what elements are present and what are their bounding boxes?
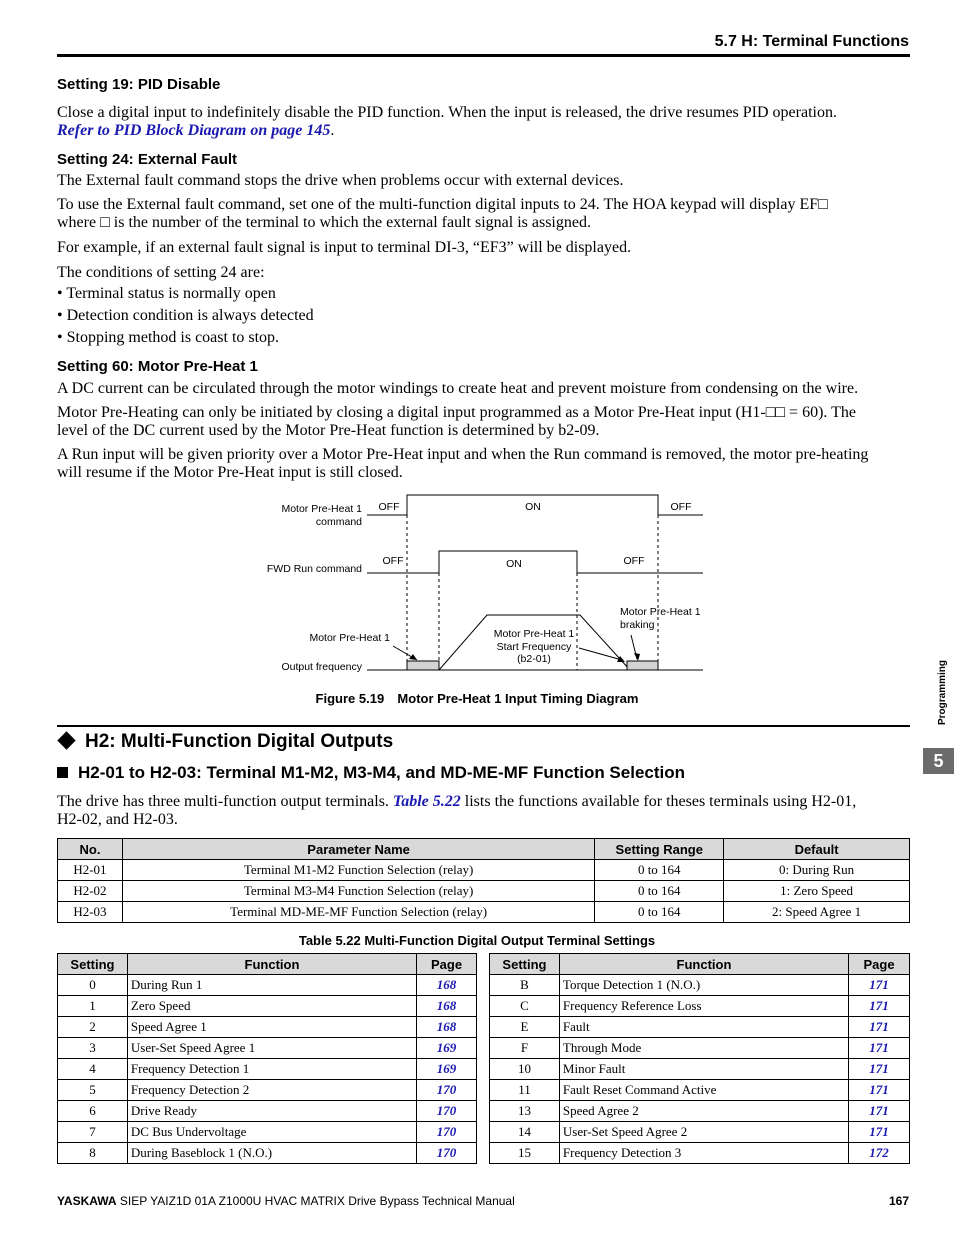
table-cell: H2-03 — [58, 902, 123, 923]
box-icon: □ — [818, 196, 828, 213]
bullet-item: • Terminal status is normally open — [57, 285, 276, 302]
p3-text-a: A Run input will be given priority over a Motor Pre-Heat input and when the Run command is removed, the motor pre-heating — [57, 446, 869, 463]
page-link[interactable]: 170 — [417, 1101, 477, 1122]
column-header: Parameter Name — [122, 839, 594, 860]
table-row — [490, 975, 910, 996]
page-link[interactable]: 172 — [849, 1143, 910, 1164]
state-off-1: OFF — [378, 501, 400, 513]
table-header-row — [58, 954, 477, 975]
section-19-body — [57, 104, 917, 140]
column-header: No. — [58, 839, 123, 860]
function-cell: Torque Detection 1 (N.O.) — [559, 975, 848, 996]
section-19-text: Close a digital input to indefinitely disable the PID function. When the input is released, the drive resumes PID operation. — [57, 104, 837, 121]
table-row — [490, 1038, 910, 1059]
box-icon: □ — [100, 214, 110, 231]
function-cell: Drive Ready — [127, 1101, 416, 1122]
table-cell: Terminal MD-ME-MF Function Selection (relay) — [122, 902, 594, 923]
box-icon: □□ — [765, 404, 786, 421]
table-row — [58, 1122, 477, 1143]
table-row — [58, 1038, 477, 1059]
setting-cell: B — [490, 975, 560, 996]
p2-text-c: level of the DC current used by the Motor Pre-Heat function is determined by b2-09. — [57, 422, 600, 439]
page-link[interactable]: 169 — [417, 1059, 477, 1080]
start-frequency-label-1: Motor Pre-Heat 1 — [493, 628, 575, 640]
setting-cell: 13 — [490, 1101, 560, 1122]
page-link[interactable]: 171 — [849, 996, 910, 1017]
setting-cell: 14 — [490, 1122, 560, 1143]
table-row — [58, 902, 910, 923]
table-row — [58, 860, 910, 881]
table-cell: 0 to 164 — [595, 860, 724, 881]
section-60-p1: A DC current can be circulated through the motor windings to create heat and prevent moisture from condensing on the wire. — [57, 380, 859, 397]
table-cell: 0 to 164 — [595, 902, 724, 923]
figure-caption — [0, 691, 954, 706]
footer-text — [57, 1194, 515, 1208]
footer-brand: YASKAWA — [57, 1194, 117, 1208]
column-header: Setting Range — [595, 839, 724, 860]
page-number: 167 — [888, 1194, 909, 1208]
label-preheat-command: Motor Pre-Heat 1 — [281, 503, 362, 515]
bullet-item: • Stopping method is coast to stop. — [57, 329, 280, 346]
braking-block — [627, 661, 658, 670]
table-row — [490, 1101, 910, 1122]
table-row — [58, 881, 910, 902]
column-header: Function — [127, 954, 416, 975]
setting-cell: F — [490, 1038, 560, 1059]
table-caption: Table 5.22 Multi-Function Digital Output Terminal Settings — [298, 933, 656, 948]
table-row — [58, 975, 477, 996]
bullet-item: • Detection condition is always detected — [57, 307, 314, 324]
setting-cell: C — [490, 996, 560, 1017]
function-cell: Frequency Reference Loss — [559, 996, 848, 1017]
page-link[interactable]: 171 — [849, 1017, 910, 1038]
setting-cell: 2 — [58, 1017, 128, 1038]
function-cell: Fault — [559, 1017, 848, 1038]
page-link[interactable]: 171 — [849, 1101, 910, 1122]
table-row — [58, 1080, 477, 1101]
state-on-2: ON — [506, 558, 522, 570]
page-link[interactable]: 168 — [417, 975, 477, 996]
intro-text-c: H2-02, and H2-03. — [57, 811, 178, 828]
start-frequency-label-2: Start Frequency — [496, 641, 572, 653]
p2-text-a: Motor Pre-Heating can only be initiated by closing a digital input programmed as a Motor Pre-Heat input (H1- — [57, 404, 766, 421]
h2-heading — [57, 731, 393, 753]
h3-heading-text: H2-01 to H2-03: Terminal M1-M2, M3-M4, and MD-ME-MF Function Selection — [78, 763, 686, 782]
table-cell: 2: Speed Agree 1 — [724, 902, 910, 923]
table-row — [58, 1059, 477, 1080]
function-cell: During Baseblock 1 (N.O.) — [127, 1143, 416, 1164]
page-link[interactable]: 168 — [417, 996, 477, 1017]
bullet-text: Terminal status is normally open — [66, 285, 276, 302]
page-link[interactable]: 170 — [417, 1080, 477, 1101]
function-cell: Zero Speed — [127, 996, 416, 1017]
state-off-4: OFF — [623, 555, 645, 567]
start-frequency-label-3: (b2-01) — [517, 653, 551, 665]
chapter-tab[interactable]: 5 — [923, 748, 954, 774]
setting-cell: 11 — [490, 1080, 560, 1101]
section-60-title: Setting 60: Motor Pre-Heat 1 — [57, 358, 258, 375]
state-off-3: OFF — [382, 555, 404, 567]
side-tab-label: Programming — [937, 660, 948, 726]
section-24-title: Setting 24: External Fault — [57, 151, 238, 168]
page-link[interactable]: 168 — [417, 1017, 477, 1038]
diamond-icon — [57, 732, 75, 750]
p2-text-a: To use the External fault command, set one of the multi-function digital inputs to 24. The HOA keypad will display EF — [57, 196, 819, 213]
table-header-row — [490, 954, 910, 975]
column-header: Page — [849, 954, 910, 975]
table-row — [58, 996, 477, 1017]
page-link[interactable]: 171 — [849, 1080, 910, 1101]
function-cell: Through Mode — [559, 1038, 848, 1059]
preheat-block — [407, 661, 439, 670]
function-cell: User-Set Speed Agree 2 — [559, 1122, 848, 1143]
braking-label-1: Motor Pre-Heat 1 — [620, 606, 701, 618]
table-cell: Terminal M3-M4 Function Selection (relay) — [122, 881, 594, 902]
footer-manual-title: SIEP YAIZ1D 01A Z1000U HVAC MATRIX Drive Bypass Technical Manual — [119, 1194, 515, 1208]
table-cell: H2-02 — [58, 881, 123, 902]
setting-cell: 0 — [58, 975, 128, 996]
setting-cell: 15 — [490, 1143, 560, 1164]
function-cell: Speed Agree 1 — [127, 1017, 416, 1038]
p2-text-b: = 60). The — [789, 404, 856, 421]
label-output-frequency: Output frequency — [281, 661, 362, 673]
function-cell: During Run 1 — [127, 975, 416, 996]
function-cell: Frequency Detection 3 — [559, 1143, 848, 1164]
section-24-p3: For example, if an external fault signal is input to terminal DI-3, “EF3” will be displayed. — [57, 239, 632, 256]
header-rule — [57, 54, 910, 57]
table-link[interactable]: Table 5.22 — [392, 793, 461, 810]
table-row — [490, 1122, 910, 1143]
table-header-row — [58, 839, 910, 860]
table-row — [490, 1017, 910, 1038]
function-cell: Frequency Detection 2 — [127, 1080, 416, 1101]
braking-label-2: braking — [620, 619, 655, 631]
settings-table-left — [57, 953, 477, 1164]
column-header: Page — [417, 954, 477, 975]
h3-heading — [57, 763, 685, 783]
function-cell: Minor Fault — [559, 1059, 848, 1080]
intro-text-a: The drive has three multi-function output terminals. — [57, 793, 389, 810]
setting-cell: 3 — [58, 1038, 128, 1059]
table-cell: 0: During Run — [724, 860, 910, 881]
function-cell: DC Bus Undervoltage — [127, 1122, 416, 1143]
page-link[interactable]: 170 — [417, 1143, 477, 1164]
table-row — [490, 996, 910, 1017]
table-cell: 1: Zero Speed — [724, 881, 910, 902]
label-motor-preheat: Motor Pre-Heat 1 — [309, 632, 390, 644]
table-row — [490, 1143, 910, 1164]
settings-table-right — [489, 953, 910, 1164]
intro-paragraph — [57, 793, 917, 829]
function-cell: Frequency Detection 1 — [127, 1059, 416, 1080]
intro-text-b: lists the functions available for theses terminals using H2-01, — [464, 793, 857, 810]
table-row — [58, 1101, 477, 1122]
function-cell: User-Set Speed Agree 1 — [127, 1038, 416, 1059]
state-on-1: ON — [525, 501, 541, 513]
setting-cell: 6 — [58, 1101, 128, 1122]
label-fwd-run: FWD Run command — [266, 563, 362, 575]
table-row — [58, 1017, 477, 1038]
p2-text-c: is the number of the terminal to which the external fault signal is assigned. — [113, 214, 591, 231]
table-row — [490, 1059, 910, 1080]
section-60-p3 — [57, 446, 917, 482]
function-cell: Speed Agree 2 — [559, 1101, 848, 1122]
header-title: 5.7 H: Terminal Functions — [714, 33, 909, 50]
page-link[interactable]: 171 — [849, 1122, 910, 1143]
parameter-table — [57, 838, 910, 923]
p2-text-b: where — [57, 214, 97, 231]
bullet-text: Detection condition is always detected — [66, 307, 314, 324]
timing-diagram — [255, 490, 715, 680]
p3-text-b: will resume if the Motor Pre-Heat input is still closed. — [57, 464, 403, 481]
setting-cell: 4 — [58, 1059, 128, 1080]
section-60-p2 — [57, 404, 917, 440]
figure-number: Figure 5.19 — [315, 691, 385, 706]
bullet-text: Stopping method is coast to stop. — [66, 329, 280, 346]
column-header: Default — [724, 839, 910, 860]
setting-cell: E — [490, 1017, 560, 1038]
table-cell: 0 to 164 — [595, 881, 724, 902]
setting-cell: 5 — [58, 1080, 128, 1101]
figure-title: Motor Pre-Heat 1 Input Timing Diagram — [397, 691, 639, 706]
section-19-title: Setting 19: PID Disable — [57, 76, 221, 93]
section-24-p4: The conditions of setting 24 are: — [57, 264, 265, 281]
section-rule — [57, 725, 910, 727]
setting-cell: 7 — [58, 1122, 128, 1143]
label-command: command — [315, 516, 362, 528]
table-row — [490, 1080, 910, 1101]
page-link[interactable]: 169 — [417, 1038, 477, 1059]
table-cell: Terminal M1-M2 Function Selection (relay) — [122, 860, 594, 881]
h2-heading-text: H2: Multi-Function Digital Outputs — [85, 731, 394, 752]
column-header: Setting — [58, 954, 128, 975]
table-cell: H2-01 — [58, 860, 123, 881]
page-link[interactable]: 171 — [849, 1059, 910, 1080]
function-cell: Fault Reset Command Active — [559, 1080, 848, 1101]
period: . — [330, 122, 335, 139]
square-icon — [57, 767, 68, 778]
page-link[interactable]: 171 — [849, 975, 910, 996]
setting-cell: 1 — [58, 996, 128, 1017]
state-off-2: OFF — [670, 501, 692, 513]
section-24-p2 — [57, 196, 917, 232]
column-header: Setting — [490, 954, 560, 975]
pid-diagram-link[interactable]: Refer to PID Block Diagram on page 145 — [57, 122, 331, 139]
setting-cell: 10 — [490, 1059, 560, 1080]
page-link[interactable]: 170 — [417, 1122, 477, 1143]
setting-cell: 8 — [58, 1143, 128, 1164]
column-header: Function — [559, 954, 848, 975]
table-row — [58, 1143, 477, 1164]
section-24-p1: The External fault command stops the drive when problems occur with external devices. — [57, 172, 624, 189]
page-link[interactable]: 171 — [849, 1038, 910, 1059]
